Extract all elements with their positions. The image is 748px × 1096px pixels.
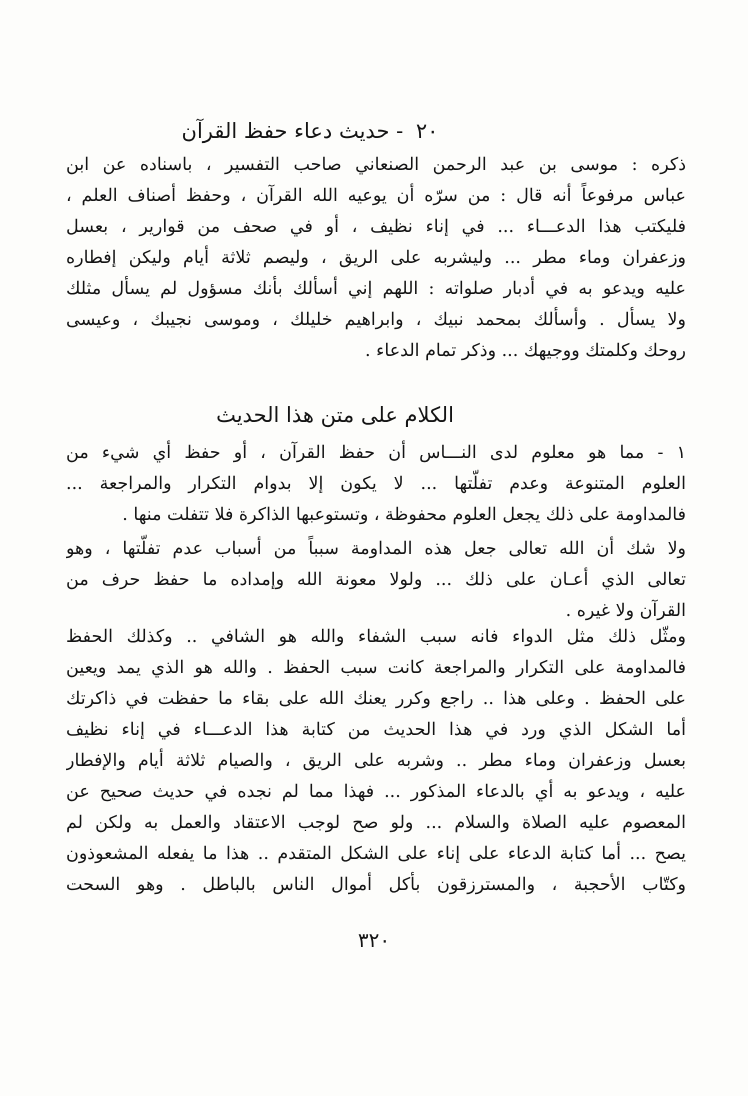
text-line: روحك وكلمتك ووجيهك ... وذكر تمام الدعاء . xyxy=(365,341,686,361)
page-number: ٣٢٠ xyxy=(357,928,391,952)
text-line: المعصوم عليه الصلاة والسلام ... ولو صح لوجب الاعتقاد والعمل به ولكن لم xyxy=(66,813,686,833)
text-line: ذكره : موسى بن عبد الرحمن الصنعاني صاحب التفسير ، باسناده عن ابن xyxy=(66,155,686,175)
text-line: ولا يسأل . وأسألك بمحمد نبيك ، وابراهيم خليلك ، وموسى نجيبك ، وعيسى xyxy=(66,310,686,330)
text-line: عباس مرفوعاً أنه قال : من سرّه أن يوعيه الله القرآن ، وحفظ أصناف العلم ، xyxy=(66,186,686,206)
hadith-number: ٢٠ xyxy=(415,119,439,143)
text-line: وكتّاب الأحجبة ، والمسترزقون بأكل أموال الناس بالباطل . وهو السحت xyxy=(66,875,686,895)
text-line: وزعفران وماء مطر ... وليشربه على الريق ، وليصم ثلاثة أيام وليكن إفطاره xyxy=(66,248,686,268)
text-line: يصح ... أما كتابة الدعاء على إناء على الشكل المتقدم .. هذا ما يفعله المشعوذون xyxy=(66,844,686,864)
hadith-text-paragraph xyxy=(66,150,686,367)
hadith-title xyxy=(120,116,500,146)
commentary-paragraph xyxy=(66,438,686,531)
text-line: فالمداومة على ذلك يجعل العلوم محفوظة ، وتستوعبها الذاكرة فلا تتفلت منها . xyxy=(122,505,686,525)
text-line: عليه ، ويدعو به أي بالدعاء المذكور ... فهذا مما لم نجده في حديث صحيح عن xyxy=(66,782,686,802)
section-heading: الكلام على متن هذا الحديث xyxy=(216,403,454,427)
text-line: ولا شك أن الله تعالى جعل هذه المداومة سبباً من أسباب عدم تفلّتها ، وهو xyxy=(66,539,686,559)
text-line: فالمداومة على التكرار والمراجعة كانت سبب الحفظ . والله هو الذي يمد ويعين xyxy=(66,658,686,678)
text-line: القرآن ولا غيره . xyxy=(565,601,686,621)
text-line: تعالى الذي أعـان على ذلك ... ولولا معونة الله وإمداده ما حفظ حرف من xyxy=(66,570,686,590)
text-line: ١ - مما هو معلوم لدى النـــاس أن حفظ القرآن ، أو حفظ أي شيء من xyxy=(66,443,686,463)
text-line: أما الشكل الذي ورد في هذا الحديث من كتابة هذا الدعـــاء في إناء نظيف xyxy=(66,720,686,740)
commentary-paragraph xyxy=(66,622,686,901)
hadith-title-text: - حديث دعاء حفظ القرآن xyxy=(181,119,404,143)
text-line: على الحفظ . وعلى هذا .. راجع وكرر يعنك الله على بقاء ما حفظت في ذاكرتك xyxy=(66,689,686,709)
commentary-paragraph xyxy=(66,534,686,627)
text-line: فليكتب هذا الدعـــاء ... في إناء نظيف ، أو في صحف من قوارير ، بعسل xyxy=(66,217,686,237)
text-line: العلوم المتنوعة وعدم تفلّتها ... لا يكون إلا بدوام التكرار والمراجعة ... xyxy=(66,474,686,494)
text-line: ومثّل ذلك مثل الدواء فانه سبب الشفاء والله هو الشافي .. وكذلك الحفظ xyxy=(66,627,686,647)
text-line: عليه ويدعو به في أدبار صلواته : اللهم إني أسألك بأنك مسؤول لم يسأل مثلك xyxy=(66,279,686,299)
text-line: بعسل وزعفران وماء مطر .. وشربه على الريق ، والصيام ثلاثة أيام والإفطار xyxy=(66,751,686,771)
